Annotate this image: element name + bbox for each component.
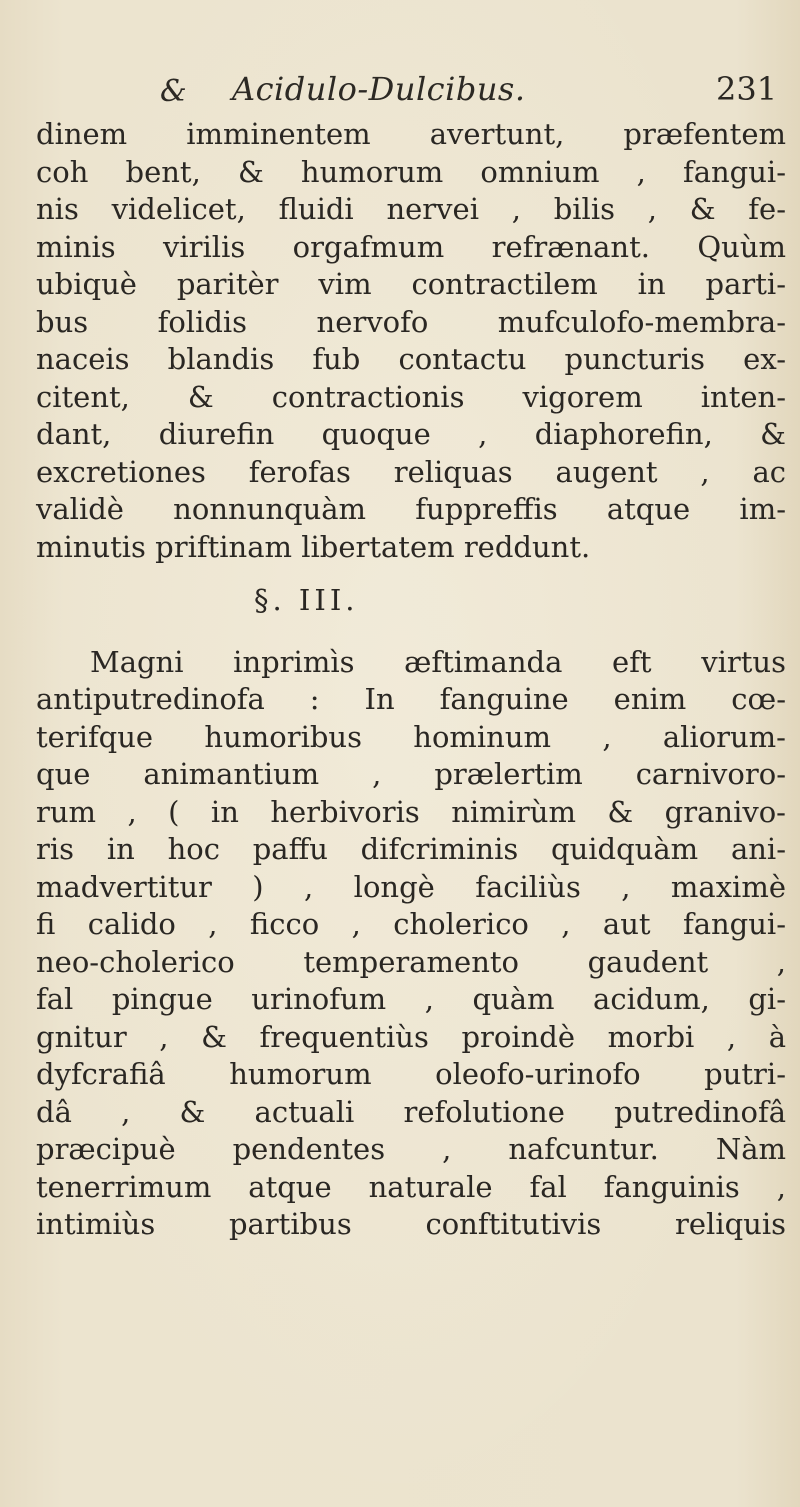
- text-line: tenerrimum atque naturale fal fanguinis ,: [36, 1169, 786, 1204]
- text-line: madvertitur ) , longè faciliùs , maximè: [36, 869, 786, 904]
- text-line: dant, diurefin quoque , diaphorefin, &: [36, 417, 786, 451]
- text-line: terifque humoribus hominum , aliorum-: [36, 719, 786, 754]
- text-line: dyfcrafiâ humorum oleofo-urinofo putri-: [36, 1057, 786, 1091]
- text-line: dinem imminentem avertunt, præfentem: [36, 117, 786, 151]
- text-line: antiputredinofa : In fanguine enim cœ-: [36, 682, 786, 716]
- text-line: Magni inprimìs æftimanda eft virtus: [90, 644, 786, 679]
- text-line: minis virilis orgafmum refrænant. Quùm: [36, 229, 786, 264]
- text-line: fi calido , ficco , cholerico , aut fangui-: [36, 907, 786, 941]
- text-line: intimiùs partibus conftitutivis reliquis: [36, 1207, 786, 1241]
- text-line: fal pingue urinofum , quàm acidum, gi-: [36, 982, 786, 1016]
- text-line: que animantium , prælertim carnivoro-: [36, 757, 786, 791]
- text-line: nis videlicet, fluidi nervei , bilis , & fe-: [36, 192, 786, 226]
- text-line: rum , ( in herbivoris nimirùm & granivo-: [36, 794, 786, 829]
- text-line: ris in hoc paffu difcriminis quidquàm ani-: [36, 832, 786, 866]
- section-heading: §. III.: [254, 583, 359, 617]
- text-line: gnitur , & frequentiùs proindè morbi , à: [36, 1019, 786, 1054]
- body-text: [36, 116, 786, 1244]
- paragraph-1: [36, 116, 786, 566]
- page-number: 231: [716, 70, 778, 108]
- text-line: ubiquè paritèr vim contractilem in parti-: [36, 267, 786, 301]
- text-line: bus folidis nervofo mufculofo-membra-: [36, 304, 786, 339]
- text-line: præcipuè pendentes , nafcuntur. Nàm: [36, 1132, 786, 1166]
- text-line: neo-cholerico temperamento gaudent ,: [36, 944, 786, 979]
- text-line: excretiones ferofas reliquas augent , ac: [36, 454, 786, 489]
- paragraph-2: [36, 644, 786, 1244]
- text-line: naceis blandis fub contactu puncturis ex-: [36, 342, 786, 376]
- text-line: citent, & contractionis vigorem inten-: [36, 379, 786, 414]
- page-header: [0, 66, 800, 116]
- text-line: minutis priftinam libertatem reddunt.: [36, 529, 591, 564]
- running-title: Acidulo-Dulcibus.: [232, 70, 526, 108]
- text-line: coh bent, & humorum omnium , fangui-: [36, 154, 786, 189]
- text-line: validè nonnunquàm fuppreffis atque im-: [36, 492, 786, 526]
- ampersand-ornament: &: [160, 74, 187, 109]
- text-line: dâ , & actuali refolutione putredinofâ: [36, 1094, 786, 1129]
